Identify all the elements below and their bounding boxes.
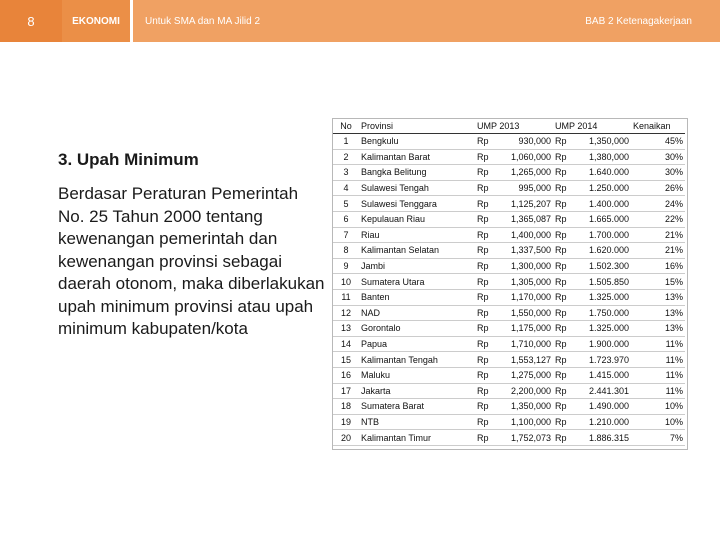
- cell-no: 15: [333, 352, 359, 368]
- cell-rp1: Rp: [475, 165, 493, 181]
- cell-ump2013: 995,000: [493, 180, 553, 196]
- cell-ump2013: 1,305,000: [493, 274, 553, 290]
- chapter-label: BAB 2 Ketenagakerjaan: [585, 15, 692, 27]
- cell-rp1: Rp: [475, 336, 493, 352]
- cell-kenaikan: 10%: [631, 414, 685, 430]
- wage-table-container: [332, 118, 688, 450]
- cell-rp1: Rp: [475, 383, 493, 399]
- cell-provinsi: Kalimantan Timur: [359, 430, 475, 446]
- cell-rp1: Rp: [475, 258, 493, 274]
- section-heading: 3. Upah Minimum: [58, 150, 199, 169]
- cell-ump2013: 1,275,000: [493, 367, 553, 383]
- table-row: [333, 180, 685, 196]
- cell-no: 12: [333, 305, 359, 321]
- cell-rp2: Rp: [553, 321, 571, 337]
- header-bar: [0, 0, 720, 42]
- cell-provinsi: Sumatera Barat: [359, 399, 475, 415]
- cell-ump2013: 1,060,000: [493, 149, 553, 165]
- cell-kenaikan: 21%: [631, 227, 685, 243]
- cell-rp1: Rp: [475, 321, 493, 337]
- cell-ump2013: 1,710,000: [493, 336, 553, 352]
- page-number: 8: [0, 0, 62, 42]
- cell-rp1: Rp: [475, 289, 493, 305]
- minimum-wage-table: [333, 119, 685, 446]
- cell-rp1: Rp: [475, 134, 493, 150]
- cell-ump2014: 1.415.000: [571, 367, 631, 383]
- table-row: [333, 196, 685, 212]
- section-paragraph: Berdasar Peraturan Pemerintah No. 25 Tahun 2000 tentang kewenangan pemerintah dan kewenangan provinsi sebagai daerah otonom, maka diberlakukan upah minimum provinsi atau upah minimum kabupaten/kota: [58, 184, 325, 338]
- cell-kenaikan: 22%: [631, 211, 685, 227]
- cell-rp2: Rp: [553, 399, 571, 415]
- cell-no: 1: [333, 134, 359, 150]
- cell-no: 8: [333, 243, 359, 259]
- cell-rp1: Rp: [475, 305, 493, 321]
- cell-rp1: Rp: [475, 227, 493, 243]
- cell-ump2014: 1.325.000: [571, 321, 631, 337]
- cell-provinsi: Riau: [359, 227, 475, 243]
- cell-provinsi: NTB: [359, 414, 475, 430]
- cell-ump2014: 1.505.850: [571, 274, 631, 290]
- cell-rp1: Rp: [475, 274, 493, 290]
- subject-label: EKONOMI: [62, 0, 130, 42]
- table-row: [333, 305, 685, 321]
- cell-kenaikan: 13%: [631, 289, 685, 305]
- header-ump-2013: UMP 2013: [475, 119, 553, 134]
- table-row: [333, 336, 685, 352]
- cell-no: 7: [333, 227, 359, 243]
- cell-rp1: Rp: [475, 367, 493, 383]
- cell-rp2: Rp: [553, 180, 571, 196]
- cell-ump2014: 1.490.000: [571, 399, 631, 415]
- cell-kenaikan: 30%: [631, 165, 685, 181]
- cell-no: 3: [333, 165, 359, 181]
- table-row: [333, 321, 685, 337]
- cell-rp1: Rp: [475, 430, 493, 446]
- cell-rp2: Rp: [553, 430, 571, 446]
- header-no: No: [333, 119, 359, 134]
- cell-provinsi: Papua: [359, 336, 475, 352]
- book-title: Untuk SMA dan MA Jilid 2: [145, 15, 261, 27]
- cell-ump2013: 1,125,207: [493, 196, 553, 212]
- table-row: [333, 383, 685, 399]
- cell-ump2013: 1,365,087: [493, 211, 553, 227]
- cell-rp2: Rp: [553, 196, 571, 212]
- cell-rp1: Rp: [475, 196, 493, 212]
- cell-rp2: Rp: [553, 243, 571, 259]
- table-row: [333, 399, 685, 415]
- cell-rp2: Rp: [553, 274, 571, 290]
- cell-ump2013: 1,175,000: [493, 321, 553, 337]
- cell-rp2: Rp: [553, 305, 571, 321]
- table-header-row: [333, 119, 685, 134]
- cell-provinsi: Sumatera Utara: [359, 274, 475, 290]
- cell-ump2013: 1,337,500: [493, 243, 553, 259]
- cell-rp2: Rp: [553, 352, 571, 368]
- cell-rp1: Rp: [475, 211, 493, 227]
- cell-provinsi: Gorontalo: [359, 321, 475, 337]
- cell-rp2: Rp: [553, 258, 571, 274]
- cell-ump2014: 1.640.000: [571, 165, 631, 181]
- cell-ump2014: 1,380,000: [571, 149, 631, 165]
- cell-no: 16: [333, 367, 359, 383]
- cell-ump2013: 930,000: [493, 134, 553, 150]
- cell-kenaikan: 11%: [631, 352, 685, 368]
- cell-rp2: Rp: [553, 414, 571, 430]
- cell-rp1: Rp: [475, 149, 493, 165]
- cell-kenaikan: 16%: [631, 258, 685, 274]
- cell-provinsi: Sulawesi Tengah: [359, 180, 475, 196]
- cell-no: 4: [333, 180, 359, 196]
- cell-ump2013: 1,350,000: [493, 399, 553, 415]
- cell-provinsi: Kepulauan Riau: [359, 211, 475, 227]
- cell-kenaikan: 13%: [631, 305, 685, 321]
- cell-ump2014: 1.886.315: [571, 430, 631, 446]
- cell-ump2014: 1.502.300: [571, 258, 631, 274]
- cell-no: 19: [333, 414, 359, 430]
- cell-no: 20: [333, 430, 359, 446]
- cell-kenaikan: 7%: [631, 430, 685, 446]
- table-row: [333, 367, 685, 383]
- cell-ump2013: 1,752,073: [493, 430, 553, 446]
- table-row: [333, 430, 685, 446]
- table-row: [333, 258, 685, 274]
- cell-rp1: Rp: [475, 399, 493, 415]
- cell-rp1: Rp: [475, 180, 493, 196]
- cell-provinsi: Kalimantan Tengah: [359, 352, 475, 368]
- cell-kenaikan: 45%: [631, 134, 685, 150]
- cell-ump2014: 1.210.000: [571, 414, 631, 430]
- cell-provinsi: Maluku: [359, 367, 475, 383]
- cell-ump2014: 1.723.970: [571, 352, 631, 368]
- cell-provinsi: Bangka Belitung: [359, 165, 475, 181]
- cell-ump2014: 1.250.000: [571, 180, 631, 196]
- table-row: [333, 165, 685, 181]
- cell-ump2013: 1,400,000: [493, 227, 553, 243]
- cell-provinsi: Kalimantan Selatan: [359, 243, 475, 259]
- cell-no: 13: [333, 321, 359, 337]
- cell-no: 18: [333, 399, 359, 415]
- cell-rp1: Rp: [475, 243, 493, 259]
- cell-kenaikan: 11%: [631, 336, 685, 352]
- table-row: [333, 414, 685, 430]
- header-provinsi: Provinsi: [359, 119, 475, 134]
- table-row: [333, 243, 685, 259]
- cell-ump2014: 1.665.000: [571, 211, 631, 227]
- cell-ump2013: 1,553,127: [493, 352, 553, 368]
- cell-kenaikan: 26%: [631, 180, 685, 196]
- cell-rp2: Rp: [553, 211, 571, 227]
- cell-provinsi: NAD: [359, 305, 475, 321]
- cell-ump2013: 2,200,000: [493, 383, 553, 399]
- cell-kenaikan: 30%: [631, 149, 685, 165]
- cell-ump2014: 1,350,000: [571, 134, 631, 150]
- cell-provinsi: Banten: [359, 289, 475, 305]
- cell-rp2: Rp: [553, 336, 571, 352]
- cell-ump2014: 1.400.000: [571, 196, 631, 212]
- cell-rp2: Rp: [553, 289, 571, 305]
- cell-provinsi: Jakarta: [359, 383, 475, 399]
- table-row: [333, 211, 685, 227]
- cell-ump2013: 1,265,000: [493, 165, 553, 181]
- table-row: [333, 274, 685, 290]
- cell-no: 6: [333, 211, 359, 227]
- cell-rp2: Rp: [553, 149, 571, 165]
- cell-kenaikan: 15%: [631, 274, 685, 290]
- cell-no: 9: [333, 258, 359, 274]
- table-row: [333, 134, 685, 150]
- cell-ump2014: 1.700.000: [571, 227, 631, 243]
- table-row: [333, 227, 685, 243]
- cell-rp1: Rp: [475, 352, 493, 368]
- cell-kenaikan: 11%: [631, 367, 685, 383]
- cell-kenaikan: 24%: [631, 196, 685, 212]
- cell-ump2014: 1.620.000: [571, 243, 631, 259]
- cell-rp2: Rp: [553, 227, 571, 243]
- cell-no: 10: [333, 274, 359, 290]
- cell-rp1: Rp: [475, 414, 493, 430]
- header-ump-2014: UMP 2014: [553, 119, 631, 134]
- table-row: [333, 149, 685, 165]
- cell-no: 11: [333, 289, 359, 305]
- cell-rp2: Rp: [553, 383, 571, 399]
- cell-ump2014: 1.750.000: [571, 305, 631, 321]
- table-body: [333, 134, 685, 446]
- header-kenaikan: Kenaikan: [631, 119, 685, 134]
- cell-ump2014: 2.441.301: [571, 383, 631, 399]
- cell-provinsi: Bengkulu: [359, 134, 475, 150]
- cell-rp2: Rp: [553, 367, 571, 383]
- cell-no: 17: [333, 383, 359, 399]
- cell-no: 5: [333, 196, 359, 212]
- cell-kenaikan: 10%: [631, 399, 685, 415]
- cell-kenaikan: 13%: [631, 321, 685, 337]
- cell-ump2014: 1.325.000: [571, 289, 631, 305]
- cell-no: 14: [333, 336, 359, 352]
- cell-ump2013: 1,170,000: [493, 289, 553, 305]
- cell-ump2013: 1,550,000: [493, 305, 553, 321]
- cell-provinsi: Jambi: [359, 258, 475, 274]
- cell-provinsi: Kalimantan Barat: [359, 149, 475, 165]
- cell-provinsi: Sulawesi Tenggara: [359, 196, 475, 212]
- header-title-bar: [133, 0, 720, 42]
- cell-kenaikan: 11%: [631, 383, 685, 399]
- cell-ump2013: 1,100,000: [493, 414, 553, 430]
- cell-ump2014: 1.900.000: [571, 336, 631, 352]
- cell-rp2: Rp: [553, 165, 571, 181]
- cell-rp2: Rp: [553, 134, 571, 150]
- cell-no: 2: [333, 149, 359, 165]
- table-row: [333, 289, 685, 305]
- cell-ump2013: 1,300,000: [493, 258, 553, 274]
- cell-kenaikan: 21%: [631, 243, 685, 259]
- table-row: [333, 352, 685, 368]
